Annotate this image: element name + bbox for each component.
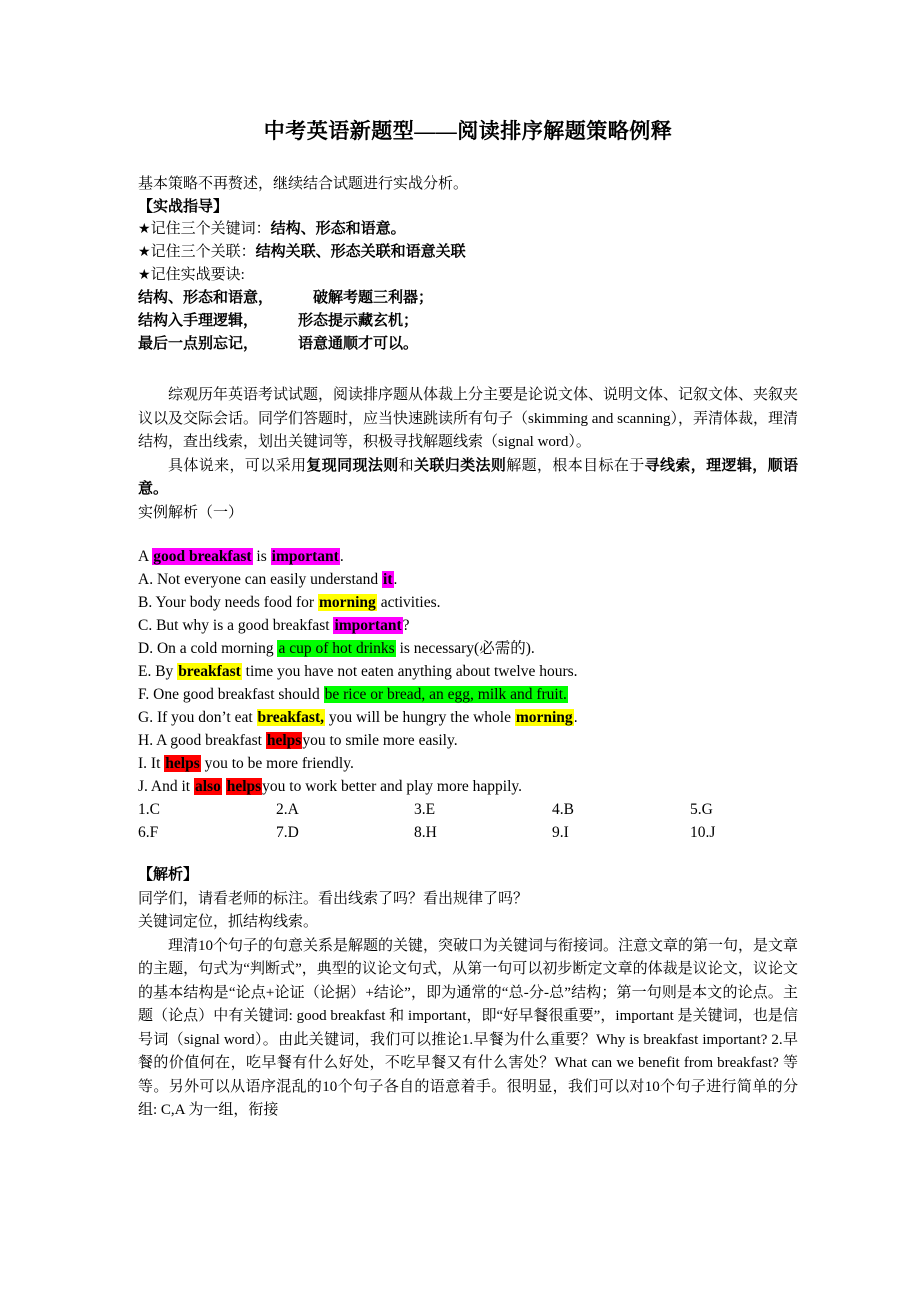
strategy-verse — [138, 333, 798, 356]
verse-right: 破解考题三利器； — [313, 290, 434, 307]
strategy-bullet — [138, 218, 798, 241]
option-c — [138, 614, 798, 637]
answer-cell: 8.H — [414, 824, 437, 842]
strategy-bullet-lead: 记住实战要诀: — [150, 267, 245, 284]
para2-bold-1: 复现同现法则 — [306, 457, 399, 474]
spacer-after-title — [138, 145, 798, 173]
highlight-yellow: breakfast — [178, 663, 241, 681]
sentence-text: is necessary(必需的). — [395, 640, 535, 658]
answer-cell: 2.A — [276, 801, 299, 819]
strategy-heading: 【实战指导】 — [138, 198, 229, 215]
analysis-line-1: 同学们，请看老师的标注。看出线索了吗？看出规律了吗？ — [138, 890, 529, 907]
strategy-bullet-emphasis: 结构、形态和语意。 — [270, 221, 406, 238]
option-i — [138, 752, 798, 775]
para2-bold-2: 关联归类法则 — [413, 457, 507, 474]
answer-cell: 9.I — [552, 824, 569, 842]
option-b — [138, 591, 798, 614]
answer-row-2 — [138, 821, 798, 844]
option-e — [138, 660, 798, 683]
highlight-magenta: important — [334, 617, 402, 635]
answer-cell: 10.J — [690, 824, 716, 842]
para2-pre: 具体说来，可以采用 — [168, 457, 307, 474]
intro-line: 基本策略不再赘述，继续结合试题进行实战分析。 — [138, 176, 469, 193]
option-f — [138, 683, 798, 706]
sentence-text: D. On a cold morning — [138, 640, 278, 658]
option-a — [138, 568, 798, 591]
strategy-bullet-list — [138, 218, 798, 287]
sentence-text: I. It — [138, 755, 165, 773]
highlight-magenta: important — [271, 548, 339, 566]
star-icon: ★ — [138, 222, 151, 238]
spacer-before-sentences — [138, 525, 798, 545]
highlight-yellow: breakfast, — [257, 709, 324, 727]
sentence-text: you to be more friendly. — [200, 755, 354, 773]
highlight-red: helps — [165, 755, 200, 773]
sentence-list — [138, 545, 798, 798]
strategy-bullet-lead: 记住三个关键词： — [150, 221, 271, 238]
option-g — [138, 706, 798, 729]
option-j — [138, 775, 798, 798]
document-content — [138, 0, 798, 1123]
sentence-text: . — [339, 548, 344, 566]
verse-left: 结构入手理逻辑， — [138, 313, 259, 330]
strategy-verse — [138, 287, 798, 310]
strategy-verse — [138, 310, 798, 333]
para2-mid-1: 和 — [398, 457, 414, 474]
answer-cell: 3.E — [414, 801, 436, 819]
answer-row-1 — [138, 798, 798, 821]
highlight-magenta: it — [383, 571, 393, 589]
star-icon: ★ — [138, 268, 151, 284]
sentence-text: . — [393, 571, 398, 589]
highlight-red: helps — [226, 778, 262, 796]
answer-cell: 1.C — [138, 801, 160, 819]
answer-cell: 7.D — [276, 824, 299, 842]
analysis-heading: 【解析】 — [138, 867, 199, 884]
analysis-paragraph: 理清10个句子的句意关系是解题的关键，突破口为关键词与衔接词。注意文章的第一句，是文章的主题，句式为“判断式”，典型的议论文句式，从第一句可以初步断定文章的体裁是议论文，议论文的基本结构是“论点+论证（论据）+结论”，即为通常的“总-分-总”结构；第一句则是本文的论点。主题（论点）中有关键词: good breakfast 和 important，即“好早餐很重要”，important 是关键词，也是信号词（signal word）。由此关键词，我们可以推论1.早餐为什么重要？Why is breakfast important? 2.早餐的价值何在，吃早餐有什么好处，不吃早餐又有什么害处？What can we benefit from breakfast? 等等。另外可以从语序混乱的10个句子各自的语意着手。很明显，我们可以对10个句子进行简单的分组: C,A 为一组，衔接 — [138, 937, 799, 1119]
answer-cell: 4.B — [552, 801, 574, 819]
highlight-yellow: morning — [515, 709, 573, 727]
strategy-bullet — [138, 241, 798, 264]
strategy-verse-list — [138, 287, 798, 356]
verse-right: 语意通顺才可以。 — [298, 336, 419, 353]
title-sentence — [138, 545, 798, 568]
sentence-text: you to smile more easily. — [302, 732, 458, 750]
strategy-bullet — [138, 264, 798, 287]
sentence-text: activities. — [376, 594, 441, 612]
highlight-green: be rice or bread, an egg, milk and fruit. — [324, 686, 567, 704]
example-label: 实例解析（一） — [138, 504, 244, 521]
sentence-text: ? — [402, 617, 410, 635]
sentence-text: A — [138, 548, 153, 566]
sentence-text: F. One good breakfast should — [138, 686, 324, 704]
sentence-text: B. Your body needs food for — [138, 594, 318, 612]
highlight-green: a cup of hot drinks — [278, 640, 395, 658]
star-icon: ★ — [138, 245, 151, 261]
sentence-text: C. But why is a good breakfast — [138, 617, 334, 635]
highlight-red: helps — [266, 732, 302, 750]
option-h — [138, 729, 798, 752]
sentence-text: E. By — [138, 663, 178, 681]
sentence-text: H. A good breakfast — [138, 732, 266, 750]
sentence-text: you will be hungry the whole — [324, 709, 515, 727]
verse-right: 形态提示藏玄机； — [298, 313, 419, 330]
sentence-text: J. And it — [138, 778, 194, 796]
body-paragraph-2 — [138, 455, 798, 502]
strategy-bullet-emphasis: 结构关联、形态关联和语意关联 — [255, 244, 466, 261]
option-d — [138, 637, 798, 660]
sentence-text: is — [252, 548, 271, 566]
spacer-before-analysis — [138, 844, 798, 864]
sentence-text: time you have not eaten anything about twelve hours. — [241, 663, 578, 681]
sentence-text: . — [573, 709, 578, 727]
spacer-before-body — [138, 356, 798, 384]
para2-bold-3: 寻线索，理逻辑，顺语意。 — [138, 457, 798, 498]
verse-left: 结构、形态和语意， — [138, 290, 274, 307]
para2-mid-2: 解题，根本目标在于 — [506, 457, 645, 474]
strategy-bullet-lead: 记住三个关联： — [150, 244, 256, 261]
page-title: 中考英语新题型——阅读排序解题策略例释 — [263, 119, 673, 143]
sentence-text: you to work better and play more happily. — [262, 778, 523, 796]
analysis-line-2: 关键词定位，抓结构线索。 — [138, 914, 319, 931]
answer-cell: 6.F — [138, 824, 159, 842]
sentence-text: A. Not everyone can easily understand — [138, 571, 383, 589]
body-paragraph-1: 综观历年英语考试试题，阅读排序题从体裁上分主要是论说文体、说明文体、记叙文体、夹叙夹议以及交际会话。同学们答题时，应当快速跳读所有句子（skimming and scanning），弄清体裁，理清结构，查出线索，划出关键词等，积极寻找解题线索（signal word）。 — [138, 387, 799, 451]
answer-cell: 5.G — [690, 801, 713, 819]
highlight-yellow: morning — [318, 594, 376, 612]
verse-left: 最后一点别忘记， — [138, 336, 259, 353]
sentence-text: G. If you don’t eat — [138, 709, 257, 727]
highlight-red: also — [194, 778, 221, 796]
highlight-magenta: good breakfast — [153, 548, 252, 566]
